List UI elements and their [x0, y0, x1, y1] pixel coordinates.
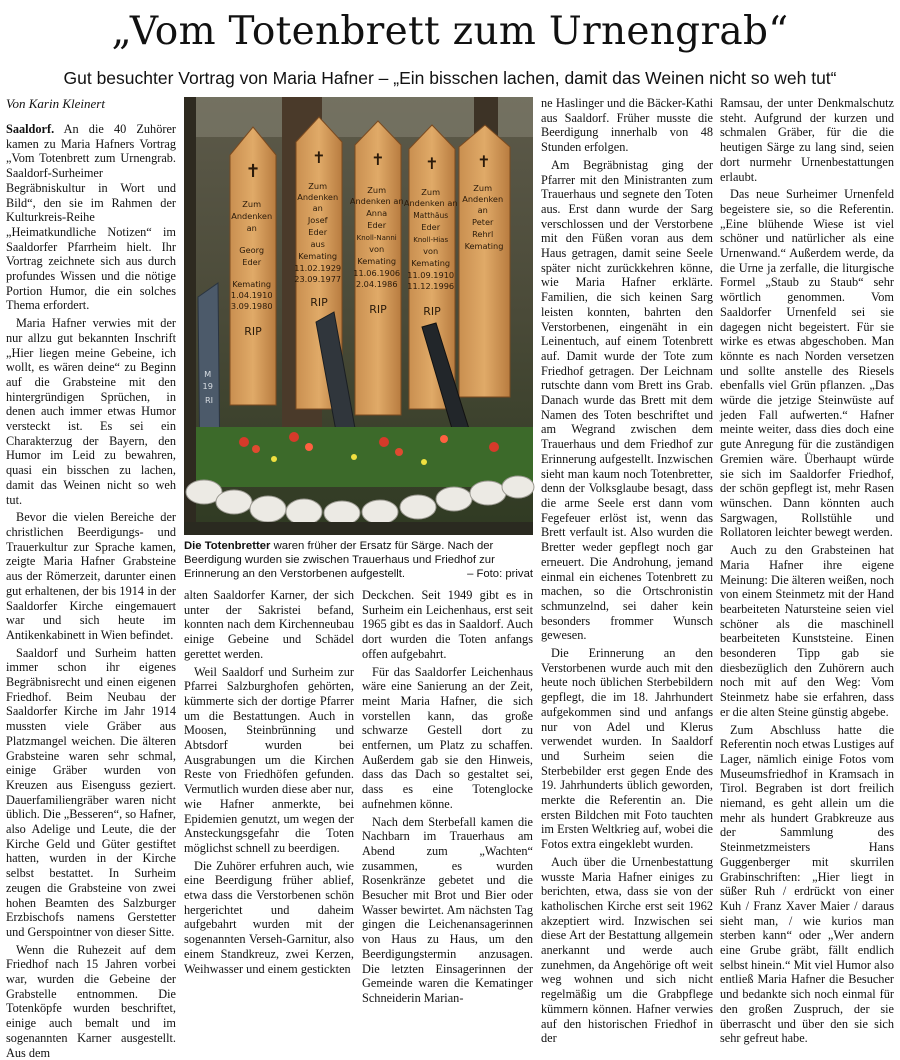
- dark-board-text: M 19 RI: [202, 369, 214, 405]
- paragraph: Auch über die Urnenbestattung wusste Maria Hafner einiges zu berichten, etwa, dass sie von der katholischen Kirche erst seit 1962 akzeptiert wird. Inzwischen sei diese Art der Bestattung allgemein anerkannt und werde auch zunehmen, da Angehörige oft weit weg wohnen und sich nicht regelmäßig um die Grabpflege kümmern können. Hafner verwies auf den historischen Friedhof in der: [541, 854, 713, 1046]
- photo-credit: – Foto: privat: [467, 568, 533, 580]
- article-column-4: [541, 96, 713, 1046]
- caption-title: Die Totenbretter: [184, 540, 271, 552]
- totenbretter-photo: [184, 97, 533, 535]
- board-3-text: Zum Andenken an Anna Eder Knoll-Nanni von Kemating 11.06.1906 2.04.1986 RIP: [349, 185, 404, 316]
- svg-text:✝: ✝: [477, 152, 491, 171]
- paragraph: alten Saaldorfer Karner, der sich unter der Sakristei befand, konnten nach dem Kirchenneubau einige Gebeine und Schädel gerettet werden.: [184, 588, 354, 661]
- paragraph: Zum Abschluss hatte die Referentin noch etwas Lustiges auf Lager, nämlich einige Fotos vom Museumsfriedhof in Kramsach in Tirol. Begraben ist dort freilich niemand, es geht allein um die mehr als hundert Grabkreuze aus der Sammlung des Steinmetzmeisters Hans Guggenberger mit skurrilen Grabinschriften: „Hier liegt in süßer Ruh / erdrückt von einer Kuh / Franz Xaver Maier / daraus sieht man, / wie kurios man sterben kann“ oder „Wer andern eine Grube gräbt, fällt endlich selbst hinein.“ Mit viel Humor also entließ Maria Hafner die Besucher und bedankte sich noch einmal für den großen Zuspruch, der sie überrascht und über den sie sich sehr gefreut habe.: [720, 722, 894, 1046]
- svg-text:✝: ✝: [371, 150, 385, 169]
- subheadline: Gut besuchter Vortrag von Maria Hafner – „Ein bisschen lachen, damit das Weinen nicht so weh tut“: [63, 68, 837, 88]
- photo-illustration: [184, 97, 533, 535]
- totenbrett-board: [459, 125, 510, 397]
- paragraph: Die Erinnerung an den Verstorbenen wurde auch mit den heute noch üblichen Sterbebildern gepflegt, die im 18. Jahrhundert aufgekommen sind und anfangs nur von Adel und Klerus verwendet wurden. In Saaldorf und Surheim seien die Sterbebilder erst gegen Ende des 19. Jahrhunderts üblich geworden, merkte die Referentin an. Die ersten Bildchen mit Foto tauchten im Ersten Weltkrieg auf, wobei die Fotos extra eingeklebt wurden.: [541, 646, 713, 852]
- byline: Von Karin Kleinert: [6, 96, 105, 111]
- paragraph: Deckchen. Seit 1949 gibt es in Surheim ein Leichenhaus, erst seit 1965 gibt es das in Saaldorf. Auch dort wurden die Toten anfangs offen aufgebahrt.: [362, 588, 533, 661]
- paragraph: Bevor die vielen Bereiche der christlichen Beerdigungs- und Trauerkultur zur Sprache kamen, zeigte Maria Hafner Grabsteine aus der Römerzeit, darunter einen gut erhaltenen, der bis 1914 in der Saaldorfer Kirche eingemauert war und sich heute im Antikenkabinett in Wien befindet.: [6, 510, 176, 642]
- board-1-text: Zum Andenken an Georg Eder Kemating 1.04.1910 3.09.1980 RIP: [230, 199, 273, 338]
- caption-text: waren früher der Ersatz für Särge. Nach der Beerdigung wurden sie zwischen Trauerhaus und Friedhof zur Erinnerung an den Verstorbenen aufgestellt.: [184, 540, 495, 580]
- paragraph: [6, 122, 176, 313]
- svg-text:✝: ✝: [245, 161, 261, 182]
- paragraph: Für das Saaldorfer Leichenhaus wäre eine Sanierung an der Zeit, meint Maria Hafner, die sich vorstellen kann, das große schwarze Gestell dort zu entfernen, um Platz zu schaffen. Außerdem gab sie den Hinweis, dass das Dach so gestaltet sei, dass es eine Totenglocke aufnehmen könne.: [362, 664, 533, 811]
- paragraph: Auch zu den Grabsteinen hat Maria Hafner ihre eigene Meinung: Die älteren weißen, noch von einem Steinmetz mit der Hand bearbeiteten Natursteine seien viel schöner als die maschinell bearbeiteten Kunststeine. Einen besonderen Tipp gab sie diesbezüglich den Zuhörern auch noch mit auf den Weg: Vom Steinmetz habe sie erfahren, dass er die alten Steine günstig abgebe.: [720, 543, 894, 719]
- photo-caption: [184, 539, 533, 581]
- paragraph: ne Haslinger und die Bäcker-Kathi aus Saaldorf. Früher musste die Beerdigung innerhalb von 48 Stunden erfolgen.: [541, 96, 713, 155]
- paragraph: Das neue Surheimer Urnenfeld begeistere sie, so die Referentin. „Eine blühende Wiese ist viel schöner und natürlicher als eine Urnenwand.“ Außerdem werde, da die Urne ja zerfalle, die liturgische Formel „Staub zu Staub“ sehr wörtlich genommen. Vom Saaldorfer Urnenfeld sei sie dagegen nicht begeistert. Für sie wirke es etwas abgeschoben. Man könnte es nach Norden versetzen und sollte anstelle des Riesels ebenfalls viel Grün pflanzen. „Das würde die jetzige Steinwüste auf jeden Fall aufwerten.“ Hafner meinte weiter, dass dies doch eine gute Anregung für die zuständigen Gremien wäre. Überhaupt würde sie sich im Saaldorfer Friedhof, der schön gepflegt ist, mehr Rasen wünschen. Dann könnten auch Sargwagen, Rollstühle und Rollatoren leichter bewegt werden.: [720, 187, 894, 540]
- article-column-2: [184, 588, 354, 976]
- paragraph-text: An die 40 Zuhörer kamen zu Maria Hafners Vortrag „Vom Totenbrett zum Urnengrab. Saaldorf-Surheimer Begräbniskultur in Wort und Bild“, den sie im Rahmen der Kulturkreis-Reihe „Heimatkundliche Notizen“ im Saaldorfer Pfarrheim hielt. Ihr Vortrag zeichnete sich aus durch profundes Wissen und die nötige Portion Humor, die ein solches Thema erfordert.: [6, 122, 176, 313]
- svg-text:✝: ✝: [312, 148, 326, 167]
- article-column-1: [6, 122, 176, 1060]
- dateline: Saaldorf.: [6, 122, 55, 136]
- paragraph: Wenn die Ruhezeit auf dem Friedhof nach 15 Jahren vorbei war, wurden die Gebeine der Grabstelle entnommen. Die Totenköpfe wurden beschriftet, einige auch bemalt und im sogenannten Karner ausgestellt. Aus dem: [6, 942, 176, 1060]
- flowers: [196, 427, 533, 487]
- board-2-text: Zum Andenken an Josef Eder aus Kemating 11.02.1929 23.09.1977 RIP: [294, 181, 342, 309]
- headline: „Vom Totenbrett zum Urnengrab“: [111, 9, 789, 54]
- board-4-text: Zum Andenken an Matthäus Eder Knoll-Hias von Kemating 11.09.1910 11.12.1996 RIP: [403, 187, 458, 318]
- board-5-text: Zum Andenken an Peter Rehrl Kemating: [462, 183, 504, 251]
- paragraph: Die Zuhörer erfuhren auch, wie eine Beerdigung früher ablief, etwa dass die Verstorbenen schön hergerichtet und daheim aufgebahrt wurden mit der sogenannten Verseh-Garnitur, also einem Standkreuz, zwei Kerzen, Weihwasser und einem gestickten: [184, 858, 354, 976]
- svg-text:✝: ✝: [425, 154, 439, 173]
- article-column-3: [362, 588, 533, 1005]
- paragraph: Weil Saaldorf und Surheim zur Pfarrei Salzburghofen gehörten, kümmerte sich der dortige Pfarrer um die Bestattungen. Auch in Moosen, Steinbrünning und Abtsdorf wurden bei Ausgrabungen um die Kirchen Reste von Friedhöfen gefunden. Vermutlich wurden diese aber nur, wie Hafner anmerkte, bei Epidemien genutzt, um wegen der Ansteckungsgefahr die Toten möglichst schnell zu beerdigen.: [184, 664, 354, 855]
- paragraph: Saaldorf und Surheim hatten immer schon ihr eigenes Begräbnisrecht und einen eigenen Friedhof. Beim Neubau der Saaldorfer Kirche im Jahr 1914 mussten viele Gräber aus Platzmangel weichen. Die älteren Grabsteine waren sehr schmal, einige Gräber wurden von Kreuzen aus Eisenguss geziert. Dauerfamiliengräber waren nicht üblich. Die „Besseren“, so Hafner, also Adelige und Leute, die der Kirche Geld und Güter gestiftet hatten, wurden in der Kirche selbst bestattet. In Surheim zeugen die Grabsteine von zwei hohen Beamten des Salzburger Erzbischofs namens Gerstetter und Gerspointner von dieser Sitte.: [6, 645, 176, 939]
- paragraph: Am Begräbnistag ging der Pfarrer mit den Ministranten zum Trauerhaus und segnete den Toten aus. Erst dann wurde der Sarg verschlossen und der Verstorbene mit den Füßen voran aus dem Haus getragen, damit seine Seele später nicht zurückkehren könne, wie Maria Hafner erklärte. Familien, die sich keinen Sarg leisten konnten, bahrten den Verstorbenen, eingenäht in ein Leinentuch, auf einem Totenbrett auf. Damit wurde der Tote zum Friedhof getragen. Der Leichnam rutschte dann vom Brett ins Grab. Danach wurde das Brett mit dem Namen des Toten beschriftet und am Wegrand zwischen dem Trauerhaus und dem Friedhof zur Erinnerung aufgestellt. Inzwischen sieht man kaum noch Totenbretter, denn der Volksglaube besagt, dass die arme Seele erst dann vom Fegefeuer erlöst ist, wenn das Brett verfault ist. Also wurden die Bretter weder gepflegt noch gar erneuert. Die Androhung, jemand einmal ein eichenes Totenbrett zu machen, so die Ortschronistin schmunzelnd, sei daher kein besonders frommer Wunsch gewesen.: [541, 157, 713, 643]
- paragraph: Ramsau, der unter Denkmalschutz steht. Aufgrund der kurzen und schmalen Gräber, für die die heutigen Särge zu lang sind, seien dort nurmehr Urnenbestattungen erlaubt.: [720, 96, 894, 184]
- paragraph: Maria Hafner verwies mit der nur allzu gut bekannten Inschrift „Hier liegen meine Gebeine, ich wollt, es wären deine“ zu Beginn auf die Grabsteine mit den hintergründigen Sprüchen, in denen auch immer etwas Humor versteckt ist. Es sei ein Charakterzug der Bayern, den Humor im Leid zu bewahren, quasi ein bisschen zu lachen, damit das Weinen nicht so weh tut.: [6, 316, 176, 507]
- article-column-5: [720, 96, 894, 1046]
- paragraph: Nach dem Sterbefall kamen die Nachbarn im Trauerhaus am Abend zum „Wachten“ zusammen, es wurden Rosenkränze gebetet und die Besucher mit Brot und Bier oder Wasser bewirtet. Am nächsten Tag gingen die Leichenansagerinnen von Haus zu Haus, um den Beerdigungstermin anzusagen. Die letzten Einsagerinnen der Gemeinde waren die Kematinger Schneiderin Marian-: [362, 814, 533, 1005]
